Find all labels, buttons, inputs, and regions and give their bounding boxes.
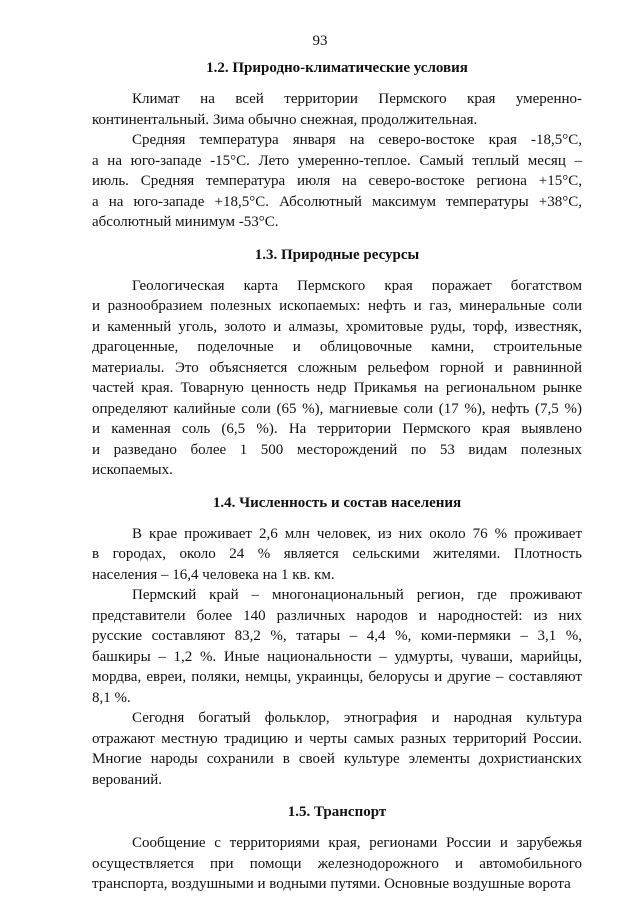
text-line: Климат на всей территории Пермского края умеренно-	[132, 91, 582, 107]
paragraph	[92, 276, 582, 481]
paragraph	[92, 89, 582, 130]
text-line: абсолютный минимум -53°С.	[92, 214, 279, 230]
text-line: верований.	[92, 771, 163, 788]
text-line: 8,1 %.	[92, 689, 131, 706]
text-line: а на юго-западе -15°С. Лето умеренно-теплое. Самый теплый месяц –	[92, 152, 582, 169]
text-line: а на юго-западе +18,5°С. Абсолютный максимум температуры +38°С,	[92, 193, 582, 210]
text-line: представители более 140 различных народов и народностей: из них	[92, 607, 582, 624]
text-line: и каменный уголь, золото и алмазы, хромитовые руды, торф, известняк,	[92, 318, 582, 335]
text-line: Пермский край – многонациональный регион, где проживают	[132, 587, 582, 603]
text-line: отражают местную традицию и черты самых разных территорий России.	[92, 730, 582, 747]
paragraph	[92, 524, 582, 586]
text-line: Средняя температура января на северо-востоке края -18,5°С,	[132, 132, 582, 148]
text-line: мордва, евреи, поляки, немцы, украинцы, белорусы и другие – составляют	[92, 669, 582, 685]
text-line: и разведано более 1 500 месторождений по 53 видам полезных	[92, 441, 582, 458]
document-body	[92, 58, 582, 895]
text-line: и разнообразием полезных ископаемых: нефть и газ, минеральные соли	[92, 298, 582, 314]
text-line: ископаемых.	[92, 462, 173, 478]
text-line: башкиры – 1,2 %. Иные национальности – удмурты, чуваши, марийцы,	[92, 648, 582, 665]
text-line: в городах, около 24 % является сельскими жителями. Плотность	[92, 546, 582, 562]
section-heading: 1.5. Транспорт	[287, 804, 387, 820]
text-line: материалы. Это объясняется сложным рельефом горной и равнинной	[92, 359, 582, 376]
section-heading: 1.4. Численность и состав населения	[212, 494, 462, 511]
text-line: транспорта, воздушными и водными путями. Основные воздушные ворота	[92, 876, 571, 892]
text-line: июль. Средняя температура июля на северо-востоке региона +15°С,	[92, 173, 582, 189]
text-line: Геологическая карта Пермского края поражает богатством	[132, 277, 582, 294]
text-line: населения – 16,4 человека на 1 кв. км.	[92, 566, 335, 583]
text-line: Сообщение с территориями края, регионами России и зарубежья	[132, 835, 582, 851]
text-line: частей края. Товарную ценность недр Прикамья на региональном рынке	[92, 380, 582, 396]
section-heading: 1.2. Природно-климатические условия	[206, 60, 468, 76]
text-line: Многие народы сохранили в своей культуре элементы дохристианских	[92, 751, 582, 767]
text-line: и каменная соль (6,5 %). На территории Пермского края выявлено	[92, 421, 582, 437]
page-number: 93	[312, 33, 328, 49]
paragraph	[92, 833, 582, 895]
text-line: осуществляется при помощи железнодорожного и автомобильного	[92, 855, 582, 872]
paragraph	[92, 585, 582, 708]
text-line: Сегодня богатый фольклор, этнография и народная культура	[132, 710, 582, 726]
paragraph	[92, 130, 582, 233]
text-line: В крае проживает 2,6 млн человек, из них около 76 % проживает	[132, 525, 582, 542]
text-line: русские составляют 83,2 %, татары – 4,4 %, коми-пермяки – 3,1 %,	[92, 628, 582, 644]
text-line: континентальный. Зима обычно снежная, продолжительная.	[92, 111, 478, 128]
section-heading: 1.3. Природные ресурсы	[254, 246, 420, 263]
text-line: драгоценные, поделочные и облицовочные камни, строительные	[92, 339, 582, 355]
paragraph	[92, 708, 582, 790]
text-line: определяют калийные соли (65 %), магниевые соли (17 %), нефть (7,5 %)	[92, 400, 582, 417]
